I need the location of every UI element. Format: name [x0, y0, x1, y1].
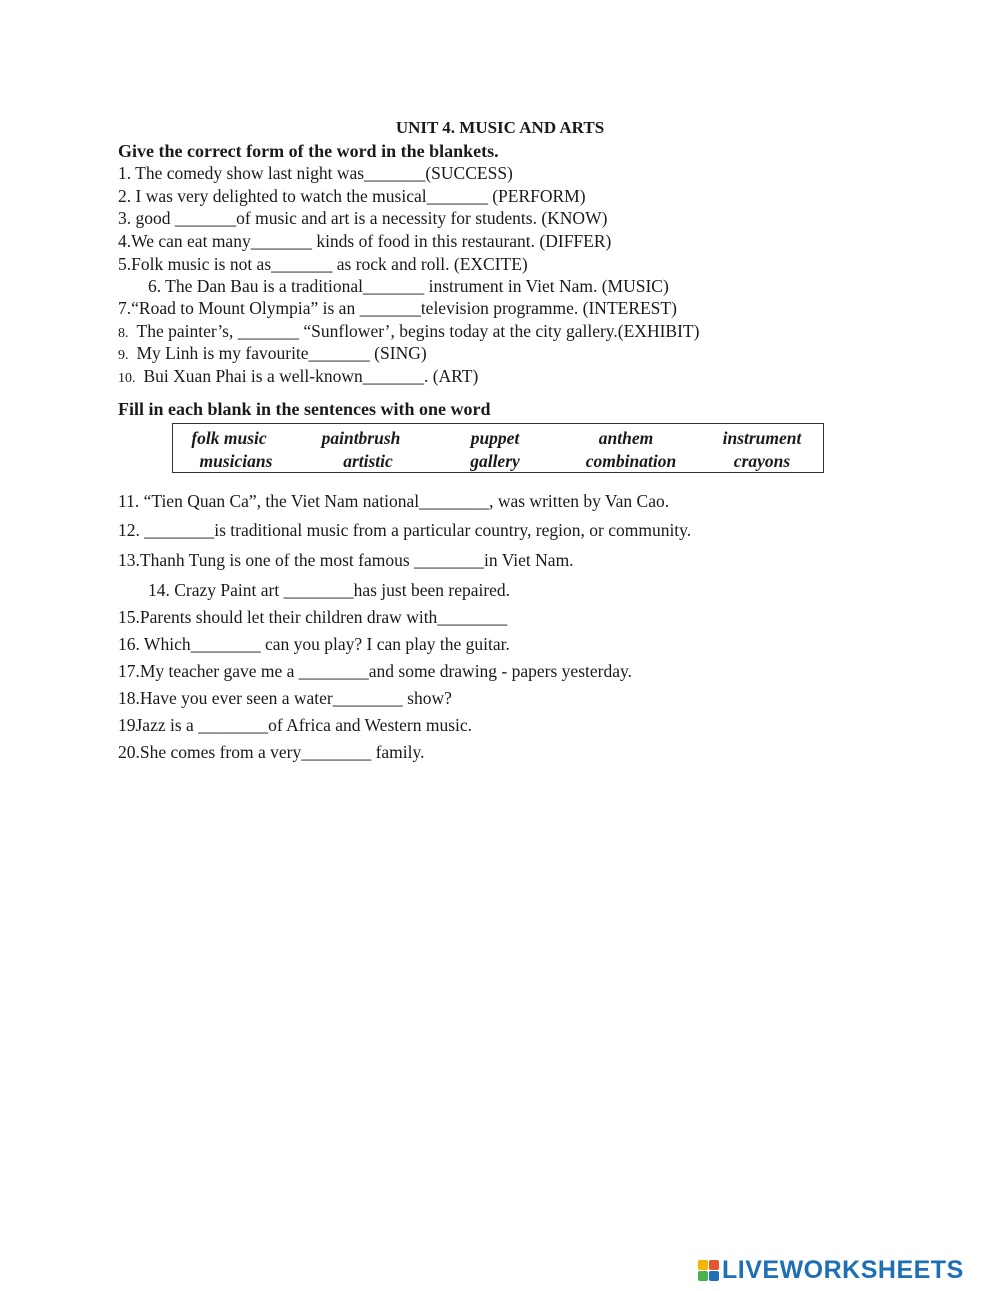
liveworksheets-logo [698, 1255, 964, 1285]
word-bank-item: folk music [191, 428, 267, 448]
exercise-item-6: 6. The Dan Bau is a traditional_______ instrument in Viet Nam. (MUSIC) [148, 276, 669, 296]
exercise-item-15: 15.Parents should let their children draw with________ [118, 607, 508, 627]
exercise-item-17: 17.My teacher gave me a ________and some drawing - papers yesterday. [118, 661, 632, 681]
word-bank-item: artistic [343, 451, 393, 471]
exercise-item-18: 18.Have you ever seen a water________ show? [118, 688, 452, 708]
exercise-item-7: 7.“Road to Mount Olympia” is an _______television programme. (INTEREST) [118, 298, 677, 318]
exercise-item-4: 4.We can eat many_______ kinds of food in this restaurant. (DIFFER) [118, 231, 612, 251]
logo-block [698, 1260, 708, 1270]
exercise-item-20: 20.She comes from a very________ family. [118, 742, 425, 762]
item-text: The painter’s, _______ “Sunflower’, begins today at the city gallery.(EXHIBIT) [136, 321, 700, 341]
word-bank-item: paintbrush [321, 428, 401, 448]
exercise-item-9 [118, 342, 427, 367]
word-bank-item: anthem [598, 428, 654, 448]
item-number: 8. [118, 326, 129, 341]
word-bank [172, 423, 824, 473]
exercise-item-12: 12. ________is traditional music from a particular country, region, or community. [118, 520, 692, 540]
exercise-item-10 [118, 365, 478, 390]
logo-block [709, 1260, 719, 1270]
exercise-item-11: 11. “Tien Quan Ca”, the Viet Nam national________, was written by Van Cao. [118, 491, 670, 511]
word-bank-item: instrument [722, 428, 802, 448]
word-bank-item: puppet [470, 428, 520, 448]
word-bank-item: combination [585, 451, 677, 471]
exercise-item-1: 1. The comedy show last night was_______(SUCCESS) [118, 163, 513, 183]
item-number: 9. [118, 348, 129, 363]
page-title: UNIT 4. MUSIC AND ARTS [395, 118, 605, 137]
logo-text: LIVEWORKSHEETS [722, 1255, 964, 1284]
logo-blocks-icon [698, 1260, 719, 1281]
item-number: 10. [118, 371, 136, 386]
item-text: My Linh is my favourite_______ (SING) [136, 343, 427, 363]
exercise-item-2: 2. I was very delighted to watch the musical_______ (PERFORM) [118, 186, 586, 206]
exercise-item-3: 3. good _______of music and art is a necessity for students. (KNOW) [118, 208, 608, 228]
exercise-item-19: 19Jazz is a ________of Africa and Western music. [118, 715, 473, 735]
logo-block [709, 1271, 719, 1281]
logo-block [698, 1271, 708, 1281]
exercise-item-14: 14. Crazy Paint art ________has just been repaired. [148, 580, 511, 600]
word-bank-item: crayons [733, 451, 791, 471]
word-bank-item: gallery [470, 451, 520, 471]
exercise-item-13: 13.Thanh Tung is one of the most famous ________in Viet Nam. [118, 550, 574, 570]
exercise-item-5: 5.Folk music is not as_______ as rock and roll. (EXCITE) [118, 254, 528, 274]
word-bank-item: musicians [199, 451, 273, 471]
section2-heading: Fill in each blank in the sentences with one word [118, 399, 491, 419]
section1-heading: Give the correct form of the word in the blankets. [118, 141, 499, 161]
item-text: Bui Xuan Phai is a well-known_______. (ART) [143, 366, 479, 386]
exercise-item-16: 16. Which________ can you play? I can play the guitar. [118, 634, 510, 654]
